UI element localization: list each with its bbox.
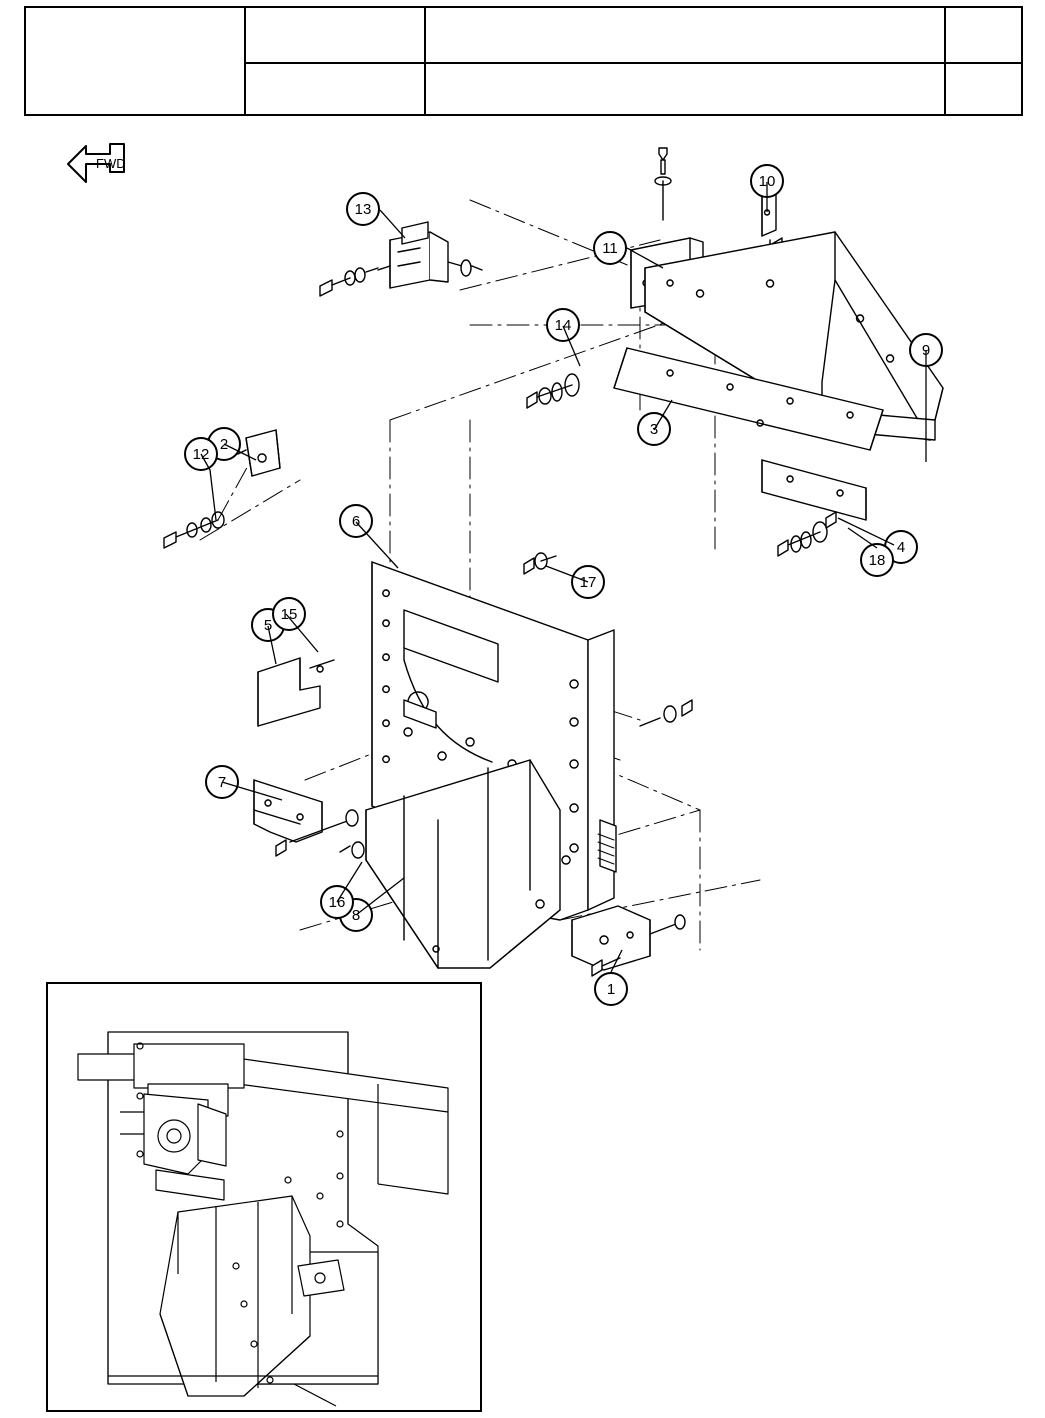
callout-7-label: 7	[217, 773, 227, 791]
callout-17-label: 17	[579, 573, 597, 591]
callout-5-label: 5	[263, 616, 273, 634]
callout-13-label: 13	[354, 200, 372, 218]
title-block-cell-a	[26, 8, 246, 114]
callout-2-label: 2	[219, 435, 229, 453]
callout-3[interactable]	[637, 412, 671, 446]
callout-10-label: 10	[758, 172, 776, 190]
callout-11-label: 11	[602, 239, 618, 257]
callout-16-label: 16	[328, 893, 346, 911]
callout-6-label: 6	[351, 512, 361, 530]
callout-12[interactable]	[184, 437, 218, 471]
callout-9[interactable]	[909, 333, 943, 367]
title-block-table	[24, 6, 1023, 116]
callout-15-label: 15	[280, 605, 298, 623]
callout-4-label: 4	[896, 538, 906, 556]
callout-8-label: 8	[351, 906, 361, 924]
callout-18[interactable]	[860, 543, 894, 577]
callout-18-label: 18	[868, 551, 886, 569]
svg-text:FWD: FWD	[96, 156, 126, 171]
callout-14[interactable]	[546, 308, 580, 342]
callout-1[interactable]	[594, 972, 628, 1006]
callout-12-label: 12	[192, 445, 210, 463]
assembly-photo-inset	[46, 982, 482, 1412]
title-block-cell-b	[246, 8, 426, 114]
callout-16[interactable]	[320, 885, 354, 919]
callout-11[interactable]	[593, 231, 627, 265]
callout-1-label: 1	[606, 980, 616, 998]
callout-15[interactable]	[272, 597, 306, 631]
callout-3-label: 3	[649, 420, 659, 438]
callout-9-label: 9	[921, 341, 931, 359]
callout-17[interactable]	[571, 565, 605, 599]
title-block-cell-c	[426, 8, 946, 114]
callout-7[interactable]	[205, 765, 239, 799]
callout-10[interactable]	[750, 164, 784, 198]
callout-6[interactable]	[339, 504, 373, 538]
callout-13[interactable]	[346, 192, 380, 226]
title-block-row-divider	[246, 62, 1021, 64]
callout-14-label: 14	[554, 316, 572, 334]
title-block-cell-d	[946, 8, 1021, 114]
